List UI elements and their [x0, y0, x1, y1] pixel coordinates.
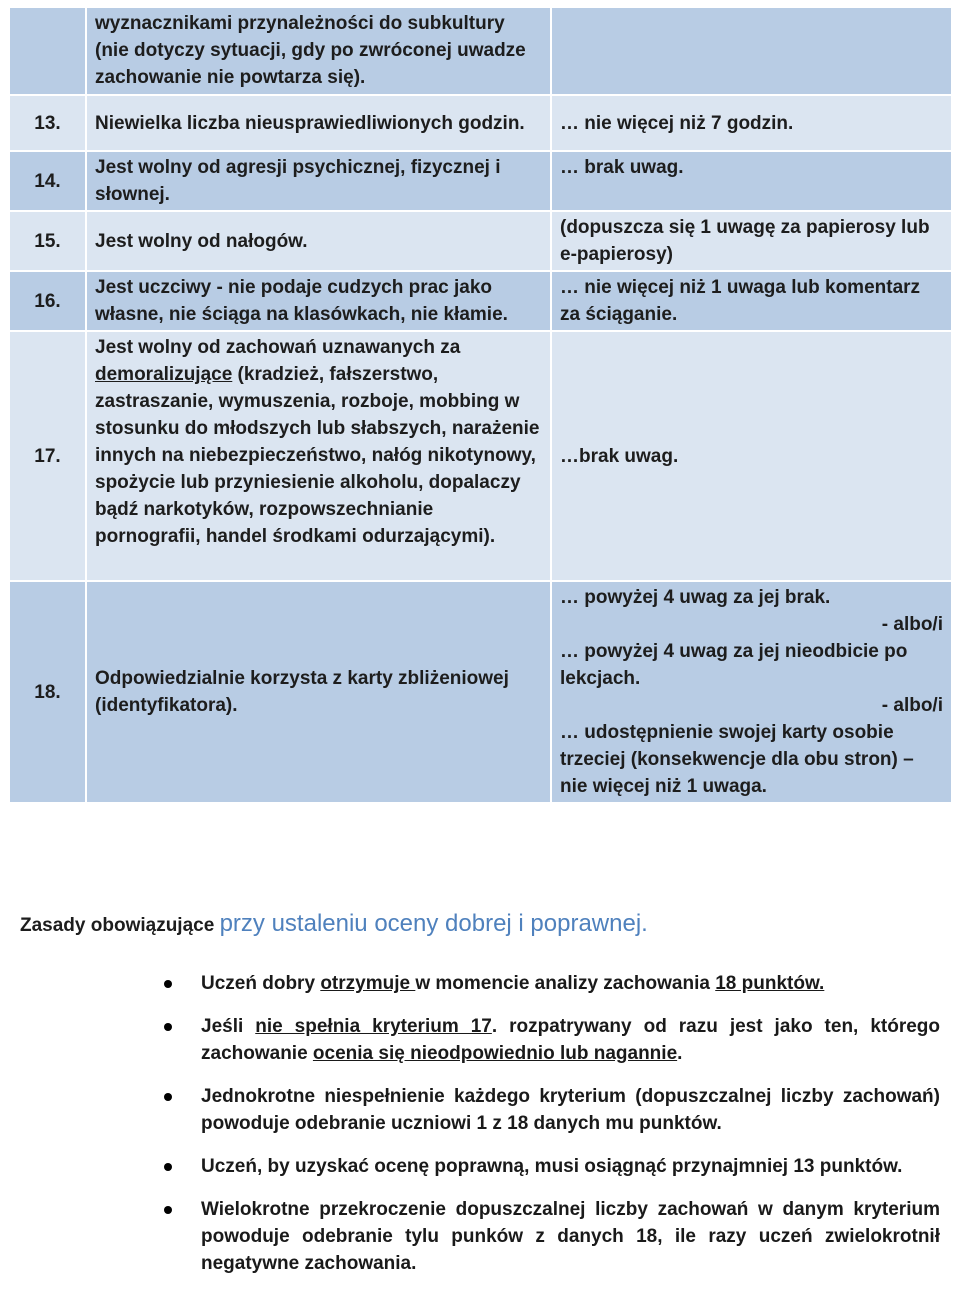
table-row	[9, 331, 952, 581]
bullet-icon	[164, 1093, 172, 1101]
limit-line: … powyżej 4 uwag za jej brak.	[560, 587, 831, 608]
limit-connector: - albo/i	[881, 695, 943, 716]
bullet-icon	[164, 1163, 172, 1171]
limit-cell	[551, 581, 952, 803]
bullet-text: Uczeń dobry	[201, 973, 321, 994]
limit-cell: … nie więcej niż 1 uwaga lub komentarz za ściąganie.	[551, 271, 952, 331]
row-number: 18.	[9, 581, 86, 803]
row-number: 13.	[9, 95, 86, 151]
limit-line: … powyżej 4 uwag za jej nieodbicie po lekcjach.	[560, 641, 908, 689]
row-number: 17.	[9, 331, 86, 581]
criterion-cell: wyznacznikami przynależności do subkultury (nie dotyczy sytuacji, gdy po zwróconej uwadze zachowanie nie powtarza się).	[86, 7, 551, 95]
criterion-cell: Niewielka liczba nieusprawiedliwionych godzin.	[86, 95, 551, 151]
limit-cell: …brak uwag.	[551, 331, 952, 581]
table-row	[9, 271, 952, 331]
bullet-underlined-text: otrzymuje	[320, 973, 416, 994]
bullet-icon	[164, 1023, 172, 1031]
table-row	[9, 211, 952, 271]
section-heading	[20, 910, 648, 938]
limit-cell: (dopuszcza się 1 uwagę za papierosy lub e-papierosy)	[551, 211, 952, 271]
heading-big: przy ustaleniu oceny dobrej i poprawnej.	[219, 910, 648, 937]
bullet-icon	[164, 980, 172, 988]
row-number: 14.	[9, 151, 86, 211]
criterion-cell: Jest wolny od agresji psychicznej, fizycznej i słownej.	[86, 151, 551, 211]
heading-small: Zasady obowiązujące	[20, 915, 220, 936]
criteria-table	[8, 6, 951, 804]
criterion-cell: Jest wolny od nałogów.	[86, 211, 551, 271]
list-item	[160, 970, 940, 997]
criterion-text: (kradzież, fałszerstwo, zastraszanie, wymuszenia, rozboje, mobbing w stosunku do młodszych lub słabszych, narażenie innych na niebezpieczeństwo, nałóg nikotynowy, spożycie lub przyniesienie alkoholu, dopalaczy bądź narkotyków, rozpowszechnianie pornografii, handel środkami odurzającymi).	[95, 364, 540, 547]
limit-cell: … brak uwag.	[551, 151, 952, 211]
bullet-text: Wielokrotne przekroczenie dopuszczalnej liczby zachowań w danym kryterium powoduje odebranie tylu punków z danych 18, ile razy uczeń zwielokrotnił negatywne zachowania.	[201, 1199, 940, 1274]
criterion-cell: Odpowiedzialnie korzysta z karty zbliżeniowej (identyfikatora).	[86, 581, 551, 803]
row-number	[9, 7, 86, 95]
limit-cell: … nie więcej niż 7 godzin.	[551, 95, 952, 151]
criterion-text: Jest wolny od zachowań uznawanych za	[95, 337, 461, 358]
limit-line: … udostępnienie swojej karty osobie trzeciej (konsekwencje dla obu stron) – nie więcej niż 1 uwaga.	[560, 722, 914, 797]
limit-connector: - albo/i	[881, 614, 943, 635]
list-item	[160, 1083, 940, 1137]
bullet-underlined-text: 18 punktów.	[715, 973, 825, 994]
bullet-icon	[164, 1206, 172, 1214]
table-row	[9, 7, 952, 95]
table-row	[9, 95, 952, 151]
bullet-text: Jednokrotne niespełnienie każdego kryterium (dopuszczalnej liczby zachowań) powoduje odebranie uczniowi 1 z 18 danych mu punktów.	[201, 1086, 940, 1134]
list-item	[160, 1196, 940, 1277]
criterion-cell: Jest uczciwy - nie podaje cudzych prac jako własne, nie ściąga na klasówkach, nie kłamie.	[86, 271, 551, 331]
table-row	[9, 151, 952, 211]
bullet-text: . rozpatrywany od razu jest jako ten, którego zachowanie	[201, 1016, 940, 1064]
criterion-cell	[86, 331, 551, 581]
limit-cell	[551, 7, 952, 95]
bullet-text: w momencie analizy zachowania	[415, 973, 716, 994]
bullet-text: Uczeń, by uzyskać ocenę poprawną, musi osiągnąć przynajmniej 13 punktów.	[201, 1156, 903, 1177]
table-row	[9, 581, 952, 803]
criterion-underlined-text: demoralizujące	[95, 364, 233, 385]
bullet-underlined-text: ocenia się nieodpowiednio lub nagannie	[312, 1043, 678, 1064]
bullet-text: .	[677, 1043, 683, 1064]
rules-list	[160, 970, 940, 1293]
bullet-underlined-text: nie spełnia kryterium 17	[255, 1016, 492, 1037]
row-number: 16.	[9, 271, 86, 331]
row-number: 15.	[9, 211, 86, 271]
bullet-text: Jeśli	[201, 1016, 256, 1037]
list-item	[160, 1153, 940, 1180]
list-item	[160, 1013, 940, 1067]
